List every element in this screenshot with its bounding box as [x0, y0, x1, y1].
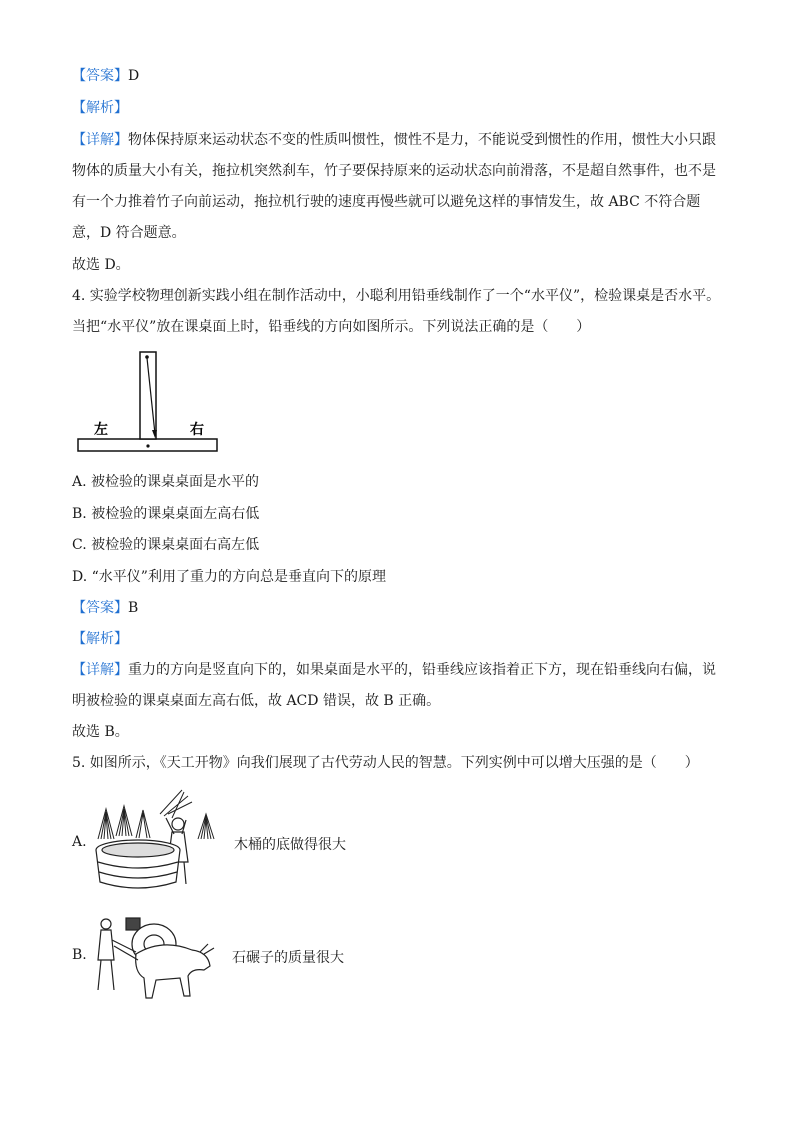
center-mark: [146, 444, 149, 447]
q3-answer-line: [72, 67, 139, 85]
detail-tag: 【详解】: [72, 132, 128, 148]
analysis-tag: 【解析】: [72, 100, 128, 116]
q4-stem-line-1: 4. 实验学校物理创新实践小组在制作活动中，小聪利用铅垂线制作了一个“水平仪”，检验课桌是否水平。: [72, 288, 721, 304]
answer-value: D: [128, 68, 140, 84]
q5-stem: 5. 如图所示，《天工开物》向我们展现了古代劳动人民的智慧。下列实例中可以增大压强的是（ ）: [72, 755, 699, 771]
detail-text: 重力的方向是竖直向下的，如果桌面是水平的，铅垂线应该指着正下方，现在铅垂线向右偏，说: [128, 662, 716, 678]
left-label: 左: [94, 422, 108, 438]
q3-conclusion: 故选 D。: [72, 257, 130, 273]
level-diagram: [76, 350, 220, 456]
q4-option-d: D. “水平仪”利用了重力的方向总是垂直向下的原理: [72, 569, 386, 585]
right-label: 右: [190, 422, 204, 438]
q4-detail-line-2: 明被检验的课桌桌面左高右低，故 ACD 错误，故 B 正确。: [72, 693, 441, 709]
bucket-drawing: [88, 784, 224, 896]
q4-conclusion: 故选 B。: [72, 724, 129, 740]
q4-option-c: C. 被检验的课桌桌面右高左低: [72, 537, 260, 553]
q3-detail-line-2: 物体的质量大小有关，拖拉机突然刹车，竹子要保持原来的运动状态向前滑落，不是超自然事件，也不是: [72, 163, 716, 179]
answer-tag: 【答案】: [72, 600, 128, 616]
q5-option-a-text: 木桶的底做得很大: [234, 837, 346, 853]
q4-option-a: A. 被检验的课桌桌面是水平的: [72, 474, 260, 490]
q4-answer-line: [72, 599, 138, 617]
stone-roller-illustration: [92, 910, 220, 1006]
q4-detail-line-1: [72, 661, 716, 679]
analysis-tag: 【解析】: [72, 631, 128, 647]
answer-tag: 【答案】: [72, 68, 128, 84]
q5-option-b-letter: B.: [72, 947, 87, 963]
wooden-bucket-illustration: [88, 784, 224, 896]
q3-detail-line-1: [72, 131, 716, 149]
q5-option-a-letter: A.: [72, 834, 87, 850]
detail-text: 物体保持原来运动状态不变的性质叫惯性，惯性不是力，不能说受到惯性的作用，惯性大小只跟: [128, 132, 716, 148]
q4-stem-line-2: 当把“水平仪”放在课桌面上时，铅垂线的方向如图所示。下列说法正确的是（ ）: [72, 319, 591, 335]
roller-drawing: [92, 910, 220, 1006]
detail-tag: 【详解】: [72, 662, 128, 678]
answer-value: B: [128, 600, 139, 616]
q3-detail-line-4: 意，D 符合题意。: [72, 225, 186, 241]
q5-option-b-text: 石碾子的质量很大: [232, 950, 344, 966]
q4-option-b: B. 被检验的课桌桌面左高右低: [72, 506, 260, 522]
q3-detail-line-3: 有一个力推着竹子向前运动，拖拉机行驶的速度再慢些就可以避免这样的事情发生，故 ABC 不符合题: [72, 194, 701, 210]
level-figure: [76, 350, 220, 456]
